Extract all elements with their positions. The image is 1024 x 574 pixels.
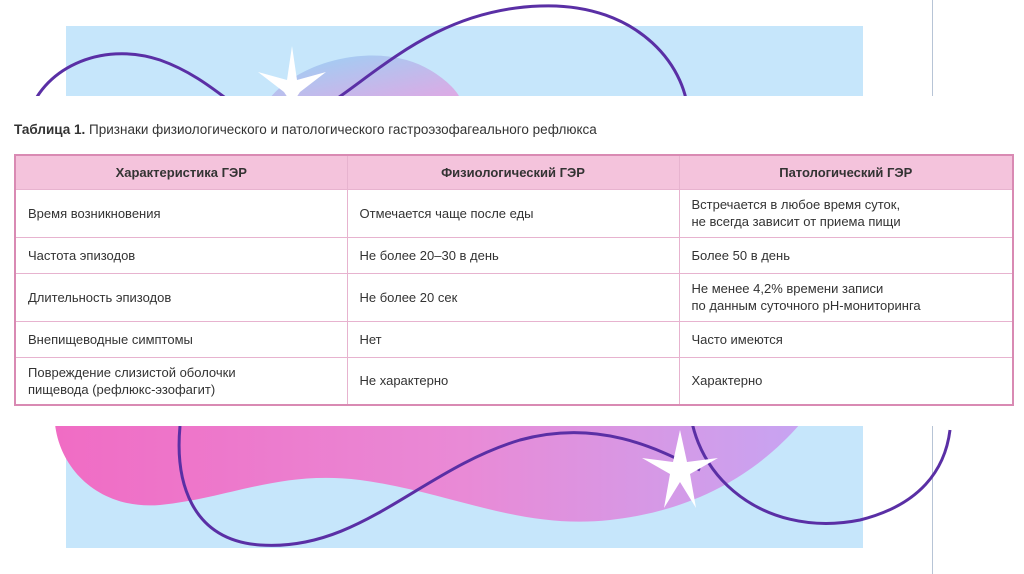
cell-characteristic: Повреждение слизистой оболочки пищевода (рефлюкс-эзофагит) xyxy=(15,357,347,405)
table-row xyxy=(15,237,1013,273)
header-physiological: Физиологический ГЭР xyxy=(347,155,679,189)
cell-characteristic: Время возникновения xyxy=(15,189,347,237)
caption-label: Таблица 1. xyxy=(14,122,86,137)
cell-characteristic: Длительность эпизодов xyxy=(15,273,347,321)
cell-pathological: Встречается в любое время суток, не всегда зависит от приема пищи xyxy=(679,189,1013,237)
header-characteristic: Характеристика ГЭР xyxy=(15,155,347,189)
table-caption xyxy=(14,122,597,137)
cell-characteristic: Частота эпизодов xyxy=(15,237,347,273)
cell-pathological: Характерно xyxy=(679,357,1013,405)
backdrop-top xyxy=(66,26,863,98)
cell-characteristic: Внепищеводные симптомы xyxy=(15,321,347,357)
cell-pathological: Более 50 в день xyxy=(679,237,1013,273)
cell-physiological: Отмечается чаще после еды xyxy=(347,189,679,237)
cell-physiological: Не более 20 сек xyxy=(347,273,679,321)
table-row xyxy=(15,189,1013,237)
table-row xyxy=(15,321,1013,357)
cell-physiological: Не характерно xyxy=(347,357,679,405)
cell-pathological: Не менее 4,2% времени записи по данным суточного рН-мониторинга xyxy=(679,273,1013,321)
cell-physiological: Нет xyxy=(347,321,679,357)
table-row xyxy=(15,273,1013,321)
table-header-row xyxy=(15,155,1013,189)
cell-physiological: Не более 20–30 в день xyxy=(347,237,679,273)
header-pathological: Патологический ГЭР xyxy=(679,155,1013,189)
reflux-signs-table xyxy=(14,154,1014,406)
caption-text: Признаки физиологического и патологического гастроэзофагеального рефлюкса xyxy=(89,122,597,137)
table-row xyxy=(15,357,1013,405)
cell-pathological: Часто имеются xyxy=(679,321,1013,357)
table-panel xyxy=(0,96,1024,426)
